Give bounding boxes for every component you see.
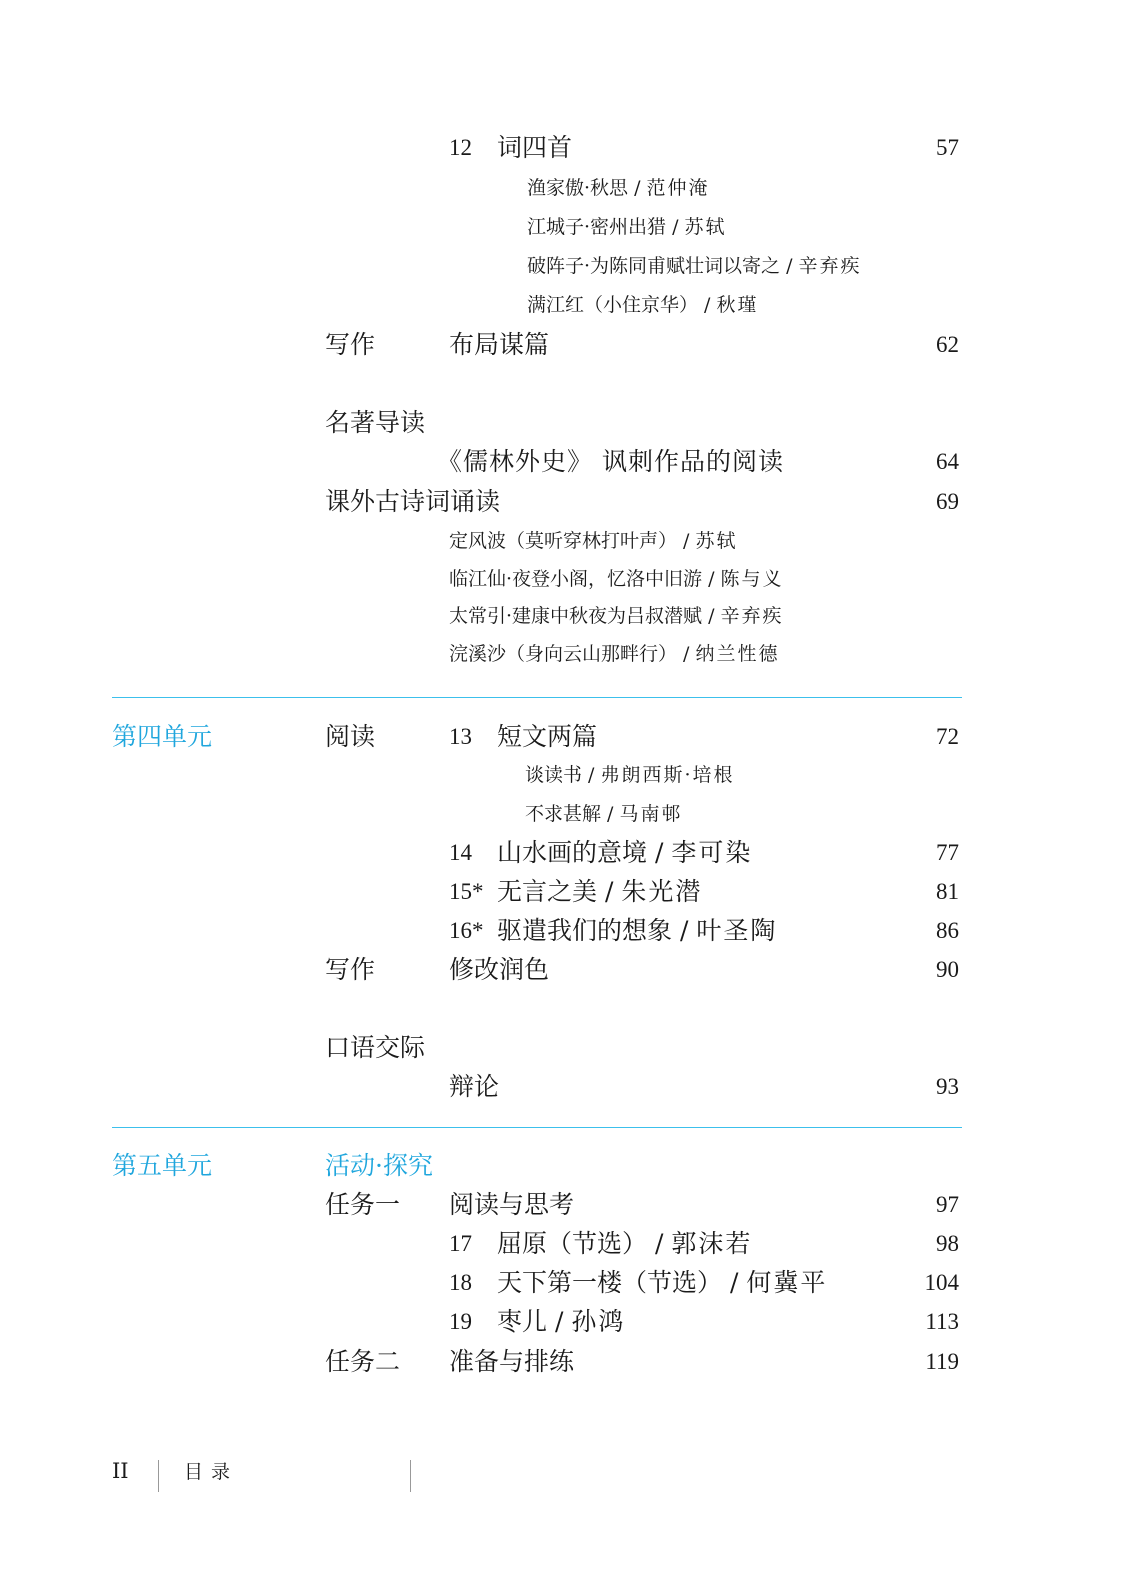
poem-entry[interactable]: 浣溪沙（身向云山那畔行） / 纳兰性德 (449, 643, 780, 665)
task-label: 任务二 (325, 1347, 401, 1376)
page-number: 93 (936, 1074, 959, 1099)
lesson-title: 山水画的意境 (497, 838, 648, 867)
section-label-classics: 名著导读 (325, 408, 426, 437)
unit-label: 第五单元 (112, 1151, 213, 1180)
lesson-author: 叶圣陶 (696, 916, 778, 945)
task-title[interactable]: 阅读与思考 (449, 1190, 575, 1219)
lesson-entry[interactable]: 驱遣我们的想象 / 叶圣陶 (497, 916, 778, 945)
essay-entry[interactable]: 谈读书 / 弗朗西斯·培根 (525, 764, 735, 786)
section-label-reading: 阅读 (325, 722, 376, 751)
section-label-extra-poems[interactable]: 课外古诗词诵读 (325, 487, 501, 516)
lesson-entry[interactable]: 天下第一楼（节选） / 何冀平 (497, 1268, 828, 1297)
poem-title: 浣溪沙（身向云山那畔行） (449, 643, 678, 665)
lesson-number: 14 (449, 840, 472, 865)
lesson-number: 12 (449, 135, 472, 160)
lesson-title: 屈原（节选） (497, 1229, 648, 1258)
poem-entry[interactable]: 渔家傲·秋思 / 范仲淹 (527, 177, 710, 199)
essay-entry[interactable]: 不求甚解 / 马南邨 (525, 803, 683, 825)
poem-entry[interactable]: 太常引·建康中秋夜为吕叔潜赋 / 辛弃疾 (449, 605, 784, 627)
lesson-number: 16* (449, 918, 484, 943)
page-number: 72 (936, 724, 959, 749)
classics-title[interactable]: 《儒林外史》 讽刺作品的阅读 (437, 447, 784, 476)
poem-title: 太常引·建康中秋夜为吕叔潜赋 (449, 605, 703, 627)
page-number: 81 (936, 879, 959, 904)
lesson-number: 17 (449, 1231, 472, 1256)
page-number: 86 (936, 918, 959, 943)
task-label: 任务一 (325, 1190, 401, 1219)
poem-entry[interactable]: 江城子·密州出猎 / 苏轼 (527, 216, 727, 238)
lesson-author: 朱光潜 (621, 877, 703, 906)
page-number: 57 (936, 135, 959, 160)
oral-title[interactable]: 辩论 (449, 1072, 500, 1101)
page-number: 90 (936, 957, 959, 982)
page-number: 113 (925, 1309, 959, 1334)
footer-separator (410, 1460, 411, 1492)
essay-title: 谈读书 (525, 764, 583, 786)
poem-entry[interactable]: 定风波（莫听穿林打叶声） / 苏轼 (449, 530, 738, 552)
footer-separator (158, 1460, 159, 1492)
lesson-title: 驱遣我们的想象 (497, 916, 673, 945)
lesson-author: 郭沫若 (671, 1229, 753, 1258)
section-label-oral: 口语交际 (325, 1033, 426, 1062)
writing-title[interactable]: 布局谋篇 (449, 330, 550, 359)
lesson-entry[interactable]: 枣儿 / 孙鸿 (497, 1307, 626, 1336)
unit-label: 第四单元 (112, 722, 213, 751)
lesson-title: 枣儿 (497, 1307, 548, 1336)
poem-title: 破阵子·为陈同甫赋壮词以寄之 (527, 255, 781, 277)
poem-author: 苏轼 (684, 216, 727, 238)
essay-author: 弗朗西斯·培根 (600, 764, 735, 786)
page-number: 77 (936, 840, 959, 865)
footer-title: 目录 (184, 1461, 239, 1483)
page-number: 97 (936, 1192, 959, 1217)
unit-divider (112, 697, 962, 698)
poem-author: 苏轼 (695, 530, 738, 552)
lesson-title: 无言之美 (497, 877, 598, 906)
poem-title: 江城子·密州出猎 (527, 216, 667, 238)
page-number: 119 (925, 1349, 959, 1374)
page-number: 62 (936, 332, 959, 357)
poem-title: 临江仙·夜登小阁，忆洛中旧游 (449, 568, 703, 590)
page-number: 98 (936, 1231, 959, 1256)
poem-entry[interactable]: 临江仙·夜登小阁，忆洛中旧游 / 陈与义 (449, 568, 784, 590)
task-title[interactable]: 准备与排练 (449, 1347, 575, 1376)
poem-title: 定风波（莫听穿林打叶声） (449, 530, 678, 552)
page-number: 64 (936, 449, 959, 474)
poem-title: 满江红（小住京华） (527, 294, 699, 316)
activity-label: 活动·探究 (325, 1151, 433, 1180)
lesson-number: 18 (449, 1270, 472, 1295)
section-label-writing: 写作 (325, 330, 376, 359)
lesson-entry[interactable]: 山水画的意境 / 李可染 (497, 838, 753, 867)
poem-entry[interactable]: 破阵子·为陈同甫赋壮词以寄之 / 辛弃疾 (527, 255, 862, 277)
page-number: 69 (936, 489, 959, 514)
poem-author: 纳兰性德 (695, 643, 780, 665)
lesson-number: 15* (449, 879, 484, 904)
essay-title: 不求甚解 (525, 803, 602, 825)
unit-divider (112, 1127, 962, 1128)
writing-title[interactable]: 修改润色 (449, 955, 550, 984)
lesson-author: 李可染 (671, 838, 753, 867)
footer-page-number: II (112, 1459, 129, 1483)
poem-author: 辛弃疾 (720, 605, 784, 627)
lesson-number: 19 (449, 1309, 472, 1334)
poem-author: 辛弃疾 (798, 255, 862, 277)
poem-author: 秋瑾 (716, 294, 759, 316)
lesson-entry[interactable]: 无言之美 / 朱光潜 (497, 877, 703, 906)
lesson-author: 何冀平 (746, 1268, 828, 1297)
lesson-number: 13 (449, 724, 472, 749)
essay-author: 马南邨 (619, 803, 683, 825)
page-number: 104 (924, 1270, 959, 1295)
poem-title: 渔家傲·秋思 (527, 177, 629, 199)
lesson-title[interactable]: 词四首 (497, 133, 573, 162)
lesson-author: 孙鸿 (571, 1307, 626, 1336)
poem-entry[interactable]: 满江红（小住京华） / 秋瑾 (527, 294, 759, 316)
lesson-title: 天下第一楼（节选） (497, 1268, 723, 1297)
poem-author: 范仲淹 (646, 177, 710, 199)
poem-author: 陈与义 (720, 568, 784, 590)
lesson-entry[interactable]: 屈原（节选） / 郭沫若 (497, 1229, 753, 1258)
section-label-writing: 写作 (325, 955, 376, 984)
lesson-title[interactable]: 短文两篇 (497, 722, 598, 751)
